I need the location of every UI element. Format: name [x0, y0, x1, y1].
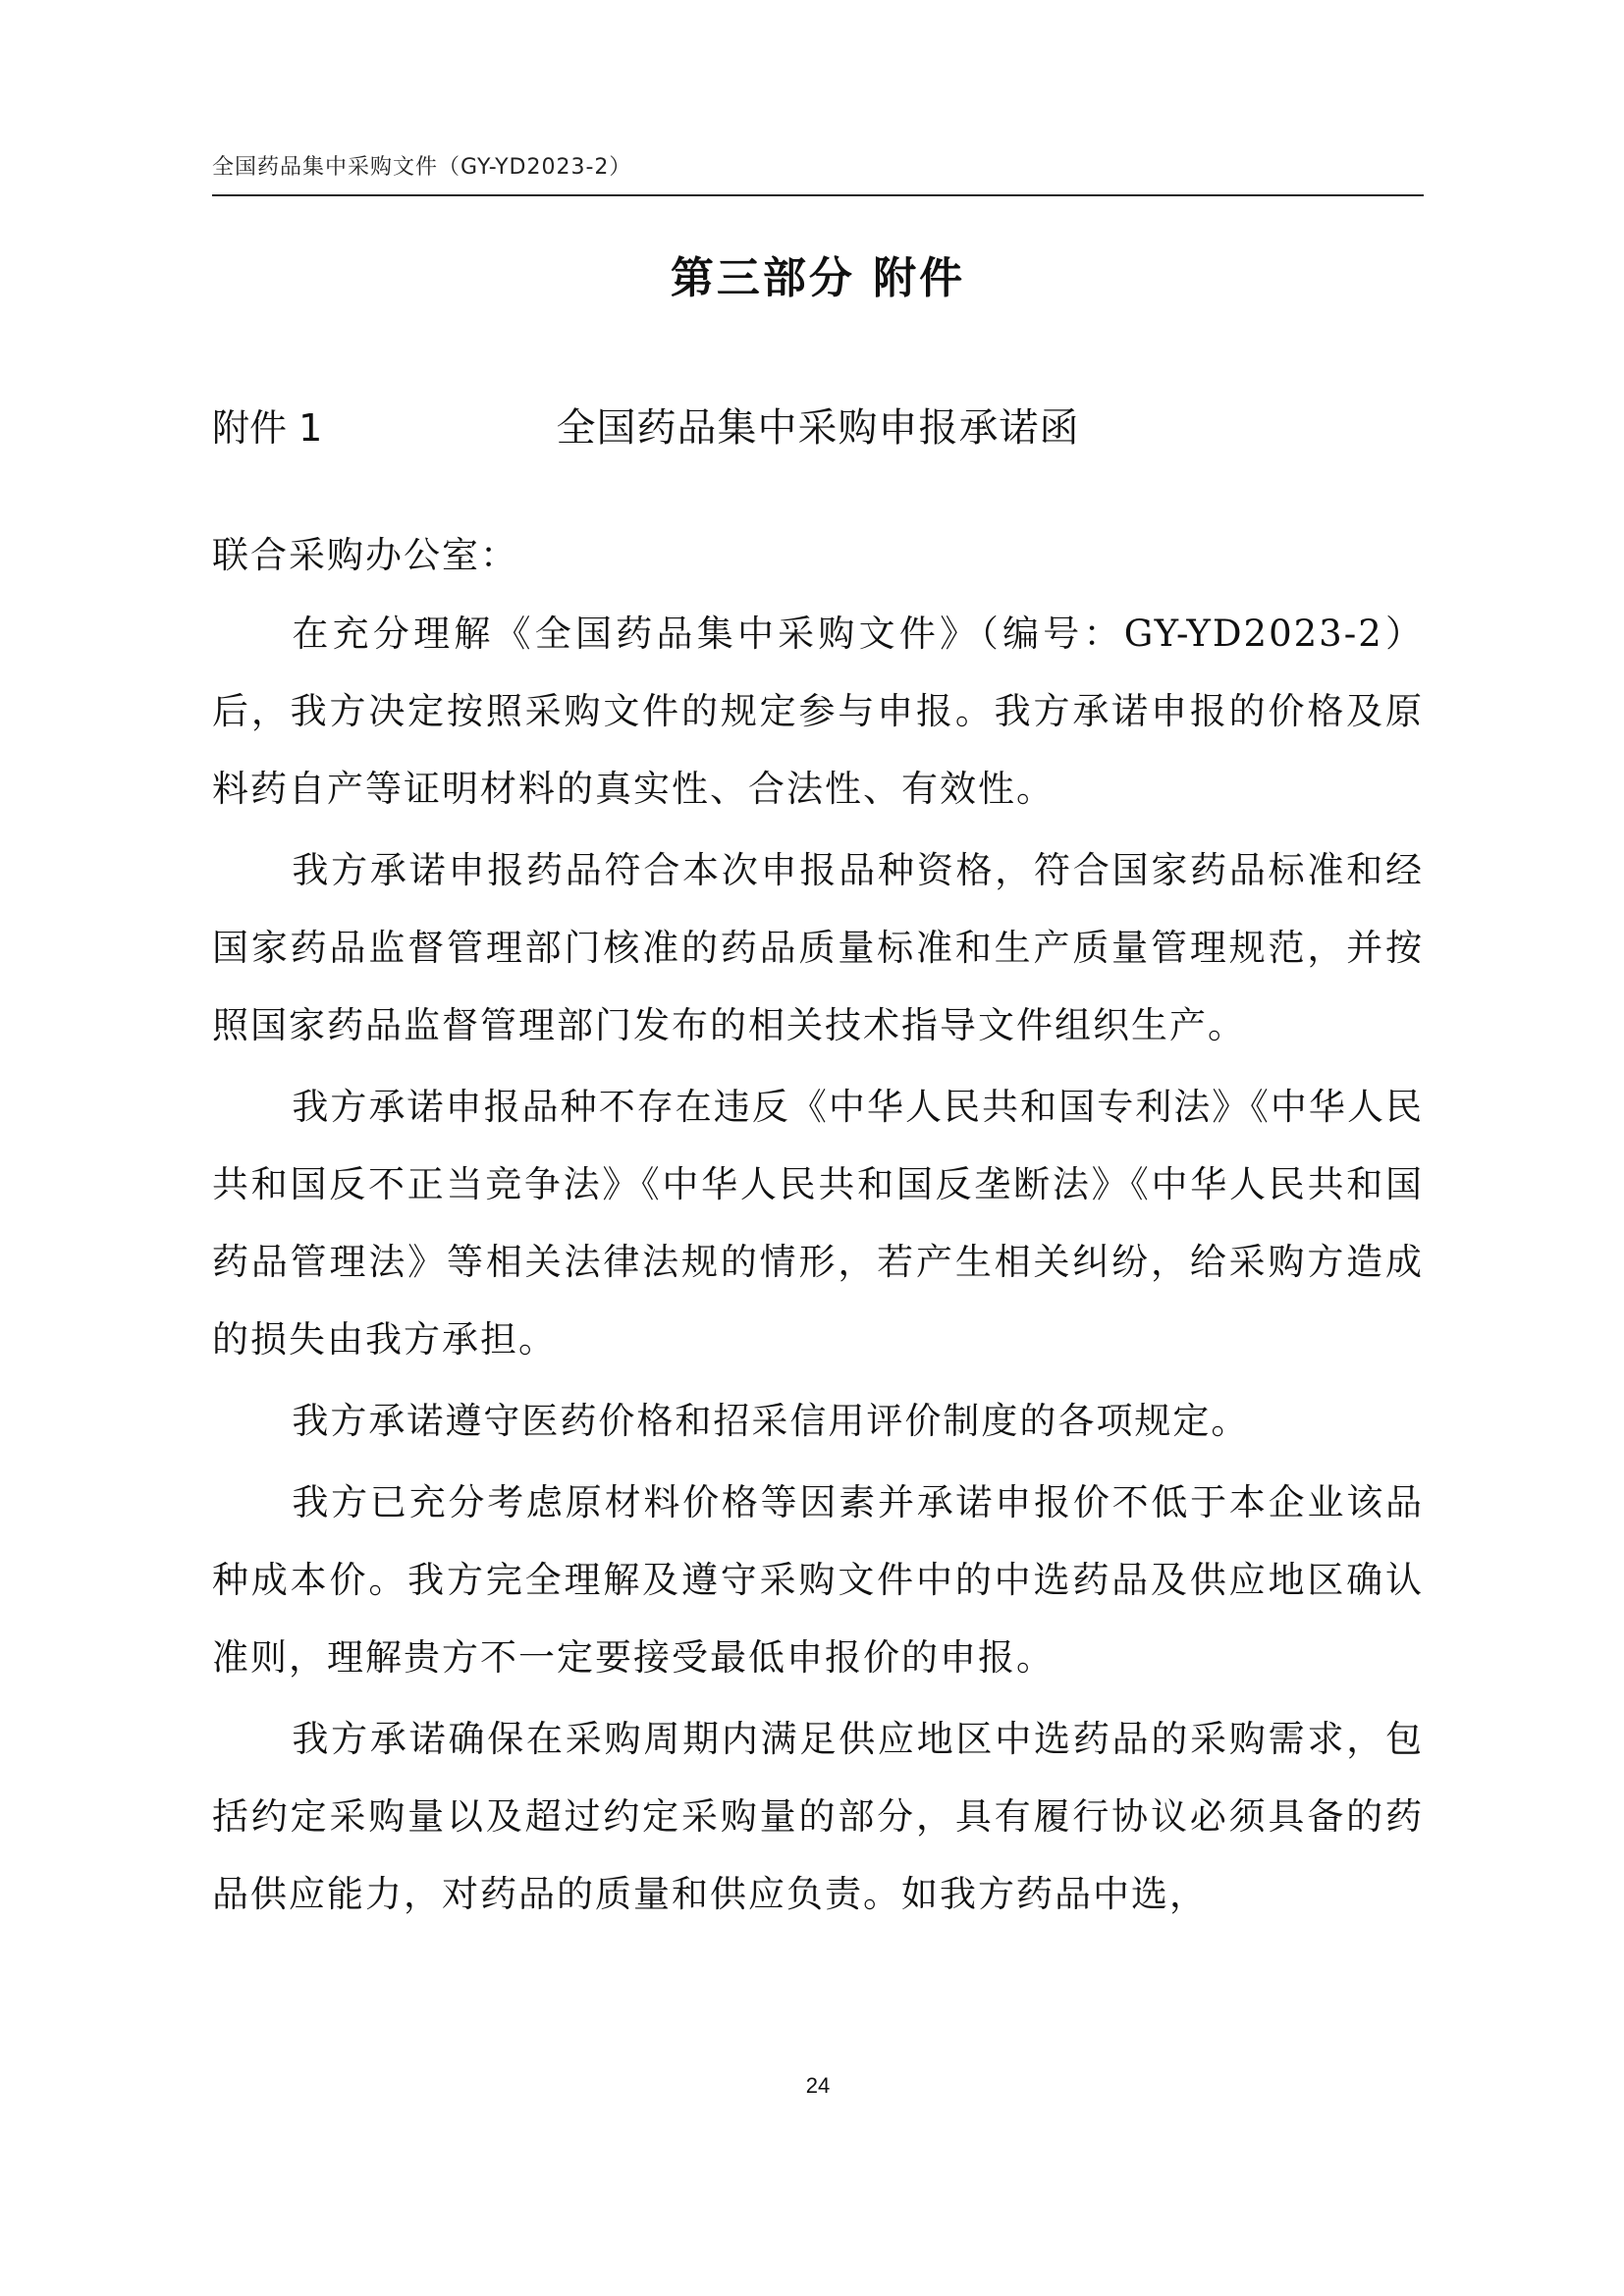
body-paragraph: 我方承诺申报品种不存在违反《中华人民共和国专利法》《中华人民共和国反不正当竞争法》《中华人民共和国反垄断法》《中华人民共和国药品管理法》等相关法律法规的情形，若产生相关纠纷，给采购方造成的损失由我方承担。 — [212, 1086, 1424, 1361]
body-paragraph: 在充分理解《全国药品集中采购文件》（编号：GY-YD2023-2）后，我方决定按照采购文件的规定参与申报。我方承诺申报的价格及原料药自产等证明材料的真实性、合法性、有效性。 — [212, 613, 1424, 810]
body-paragraph: 我方已充分考虑原材料价格等因素并承诺申报价不低于本企业该品种成本价。我方完全理解及遵守采购文件中的中选药品及供应地区确认准则，理解贵方不一定要接受最低申报价的申报。 — [212, 1481, 1424, 1679]
attachment-label: 附件 1 — [212, 406, 323, 450]
body-paragraph: 我方承诺确保在采购周期内满足供应地区中选药品的采购需求，包括约定采购量以及超过约定采购量的部分，具有履行协议必须具备的药品供应能力，对药品的质量和供应负责。如我方药品中选， — [212, 1718, 1424, 1915]
header-divider — [212, 194, 1424, 196]
salutation: 联合采购办公室： — [212, 534, 518, 576]
attachment-title: 全国药品集中采购申报承诺函 — [556, 405, 1080, 451]
running-header: 全国药品集中采购文件（GY-YD2023-2） — [212, 155, 632, 180]
letter-body — [212, 595, 1424, 1937]
attachment-heading — [212, 400, 1424, 459]
part-title: 第三部分 附件 — [670, 253, 966, 303]
page-number: 24 — [805, 2073, 831, 2098]
body-paragraph: 我方承诺申报药品符合本次申报品种资格，符合国家药品标准和经国家药品监督管理部门核准的药品质量标准和生产质量管理规范，并按照国家药品监督管理部门发布的相关技术指导文件组织生产。 — [212, 849, 1424, 1046]
body-paragraph: 我方承诺遵守医药价格和招采信用评价制度的各项规定。 — [292, 1400, 1250, 1442]
